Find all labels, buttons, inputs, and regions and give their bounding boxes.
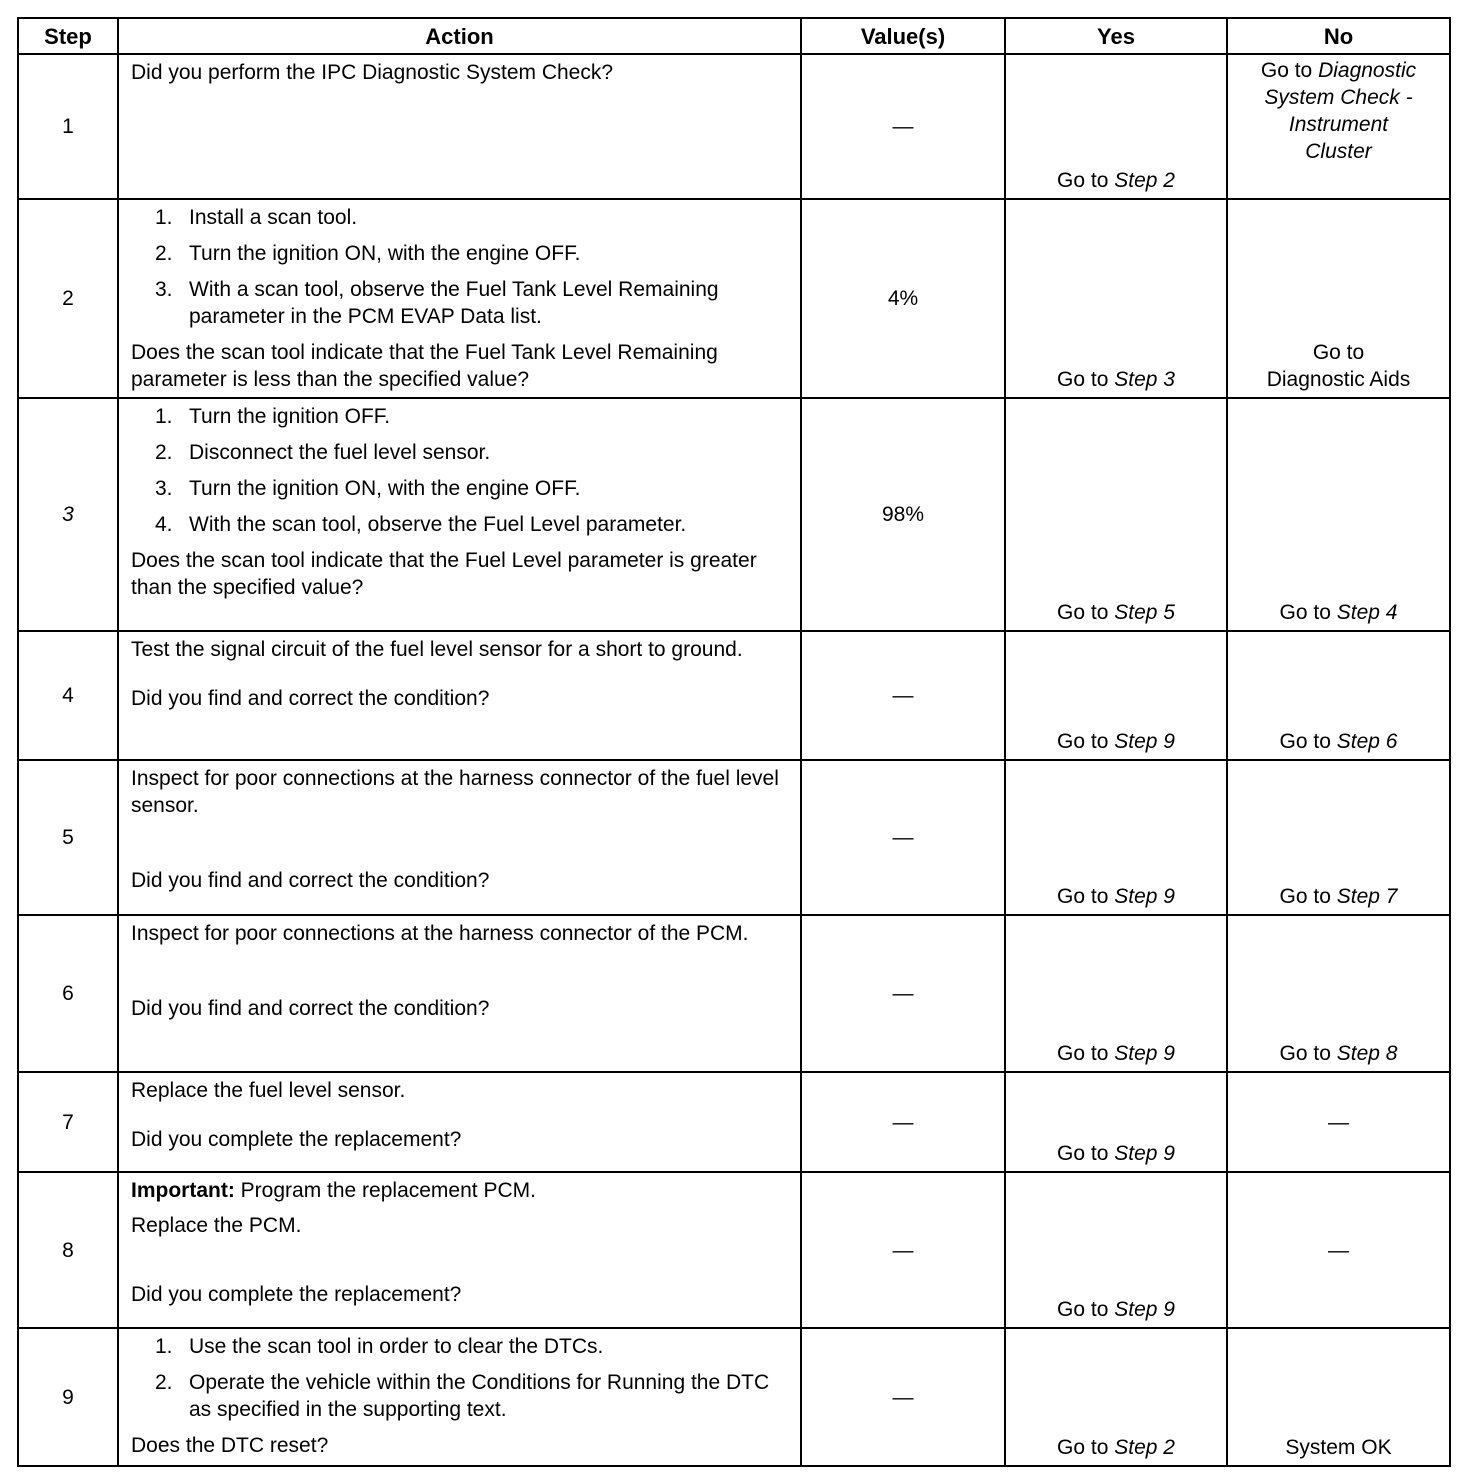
table-row: [18, 915, 1450, 1072]
yes-prefix: Go to: [1057, 1298, 1115, 1321]
important-text: Program the replacement PCM.: [234, 1179, 536, 1202]
no-cell: [1227, 54, 1450, 199]
no-cell: [1227, 199, 1450, 398]
header-row: [18, 18, 1450, 54]
yes-link: Step 2: [1114, 169, 1175, 192]
yes-link: Step 5: [1114, 601, 1175, 624]
yes-prefix: Go to: [1057, 368, 1115, 391]
header-no: No: [1227, 18, 1450, 54]
yes-prefix: Go to: [1057, 1142, 1115, 1165]
yes-link: Step 9: [1114, 1042, 1175, 1065]
value-cell: —: [801, 54, 1005, 199]
no-cell: —: [1227, 1072, 1450, 1172]
no-cell: [1227, 398, 1450, 631]
value-cell: —: [801, 1172, 1005, 1328]
table-row: [18, 631, 1450, 760]
step-number: 8: [18, 1172, 118, 1328]
question-text: Does the DTC reset?: [131, 1434, 329, 1457]
no-link: Step 8: [1336, 1042, 1398, 1065]
step-number: 3: [18, 398, 118, 631]
list-item: [131, 475, 790, 502]
action-steps-list: [131, 1333, 790, 1423]
action-text: Replace the fuel level sensor.: [131, 1079, 406, 1102]
yes-cell: [1005, 1328, 1227, 1466]
question-text: Did you complete the replacement?: [131, 1283, 462, 1306]
action-cell: [118, 760, 801, 915]
value-cell: —: [801, 1328, 1005, 1466]
action-text: Test the signal circuit of the fuel level sensor for a short to ground.: [131, 638, 743, 661]
no-prefix: Go to: [1279, 601, 1337, 624]
yes-prefix: Go to: [1057, 730, 1115, 753]
yes-prefix: Go to: [1057, 601, 1115, 624]
no-link: Diagnostic: [1318, 59, 1417, 82]
no-prefix: Go to: [1279, 1042, 1337, 1065]
action-text: Did you perform the IPC Diagnostic System Check?: [131, 61, 614, 84]
action-cell: [118, 631, 801, 760]
item-number: 3.: [155, 477, 173, 500]
no-prefix: Go to: [1279, 730, 1337, 753]
item-text: Install a scan tool.: [189, 206, 358, 229]
step-number: 1: [18, 54, 118, 199]
action-cell: [118, 915, 801, 1072]
no-cell: [1227, 915, 1450, 1072]
table-row: [18, 1328, 1450, 1466]
yes-link: Step 3: [1114, 368, 1175, 391]
list-item: [131, 276, 790, 330]
yes-cell: [1005, 54, 1227, 199]
question-text: Does the scan tool indicate that the Fuel Level parameter is greater than the specified value?: [131, 549, 757, 599]
no-prefix: Go to: [1260, 59, 1319, 82]
item-text: Turn the ignition OFF.: [189, 405, 391, 428]
step-number: 4: [18, 631, 118, 760]
table-row: [18, 54, 1450, 199]
item-number: 1.: [155, 1335, 173, 1358]
step-number: 2: [18, 199, 118, 398]
item-number: 1.: [155, 206, 173, 229]
action-cell: [118, 1072, 801, 1172]
step-number: 5: [18, 760, 118, 915]
yes-prefix: Go to: [1057, 885, 1115, 908]
item-text: With a scan tool, observe the Fuel Tank Level Remaining parameter in the PCM EVAP Data list.: [189, 278, 719, 328]
yes-link: Step 9: [1114, 885, 1175, 908]
yes-cell: [1005, 915, 1227, 1072]
step-number: 7: [18, 1072, 118, 1172]
header-values: Value(s): [801, 18, 1005, 54]
list-item: [131, 204, 790, 231]
yes-link: Step 9: [1114, 730, 1175, 753]
header-yes: Yes: [1005, 18, 1227, 54]
list-item: [131, 403, 790, 430]
no-cell: —: [1227, 1172, 1450, 1328]
action-cell: [118, 199, 801, 398]
no-link: Cluster: [1305, 140, 1372, 163]
no-cell: [1227, 631, 1450, 760]
action-cell: [118, 1328, 801, 1466]
value-cell: —: [801, 760, 1005, 915]
yes-prefix: Go to: [1057, 1042, 1115, 1065]
item-text: Disconnect the fuel level sensor.: [189, 441, 491, 464]
action-steps-list: [131, 403, 790, 538]
table-row: [18, 199, 1450, 398]
value-cell: —: [801, 915, 1005, 1072]
action-text: Inspect for poor connections at the harness connector of the PCM.: [131, 922, 749, 945]
table-row: [18, 398, 1450, 631]
list-item: [131, 1333, 790, 1360]
item-text: Operate the vehicle within the Conditions for Running the DTC as specified in the supporting text.: [189, 1371, 770, 1421]
yes-cell: [1005, 631, 1227, 760]
value-cell: 98%: [801, 398, 1005, 631]
no-link: Step 4: [1336, 601, 1398, 624]
yes-link: Step 2: [1114, 1436, 1175, 1459]
no-link: Step 6: [1336, 730, 1398, 753]
no-cell: [1227, 760, 1450, 915]
no-text: Diagnostic Aids: [1266, 368, 1411, 391]
list-item: [131, 1369, 790, 1423]
item-text: Turn the ignition ON, with the engine OFF.: [189, 242, 581, 265]
no-link: Step 7: [1336, 885, 1398, 908]
no-link: Instrument: [1288, 113, 1389, 136]
step-number: 6: [18, 915, 118, 1072]
step-number: 9: [18, 1328, 118, 1466]
list-item: [131, 511, 790, 538]
table-row: [18, 760, 1450, 915]
question-text: Did you find and correct the condition?: [131, 997, 490, 1020]
yes-cell: [1005, 1072, 1227, 1172]
item-number: 1.: [155, 405, 173, 428]
header-step: Step: [18, 18, 118, 54]
action-text: Replace the PCM.: [131, 1214, 302, 1237]
important-note: [131, 1177, 790, 1204]
item-number: 4.: [155, 513, 173, 536]
important-label: Important:: [131, 1179, 235, 1202]
list-item: [131, 439, 790, 466]
yes-cell: [1005, 398, 1227, 631]
item-text: Use the scan tool in order to clear the DTCs.: [189, 1335, 604, 1358]
yes-cell: [1005, 199, 1227, 398]
no-link: System Check -: [1264, 86, 1413, 109]
yes-prefix: Go to: [1057, 1436, 1115, 1459]
diagnostic-table: [17, 17, 1451, 1467]
yes-link: Step 9: [1114, 1298, 1175, 1321]
action-cell: [118, 1172, 801, 1328]
no-text: Go to: [1312, 341, 1365, 364]
question-text: Did you find and correct the condition?: [131, 687, 490, 710]
item-number: 3.: [155, 278, 173, 301]
table-row: [18, 1072, 1450, 1172]
list-item: [131, 240, 790, 267]
action-text: Inspect for poor connections at the harness connector of the fuel level sensor.: [131, 767, 779, 817]
no-cell: System OK: [1227, 1328, 1450, 1466]
item-number: 2.: [155, 242, 173, 265]
question-text: Did you find and correct the condition?: [131, 869, 490, 892]
item-text: Turn the ignition ON, with the engine OFF.: [189, 477, 581, 500]
item-number: 2.: [155, 1371, 173, 1394]
question-text: Does the scan tool indicate that the Fuel Tank Level Remaining parameter is less than the specified value?: [131, 341, 718, 391]
item-number: 2.: [155, 441, 173, 464]
table-row: [18, 1172, 1450, 1328]
yes-prefix: Go to: [1057, 169, 1115, 192]
question-text: Did you complete the replacement?: [131, 1128, 462, 1151]
value-cell: 4%: [801, 199, 1005, 398]
value-cell: —: [801, 1072, 1005, 1172]
value-cell: —: [801, 631, 1005, 760]
no-prefix: Go to: [1279, 885, 1337, 908]
action-cell: [118, 398, 801, 631]
action-cell: [118, 54, 801, 199]
item-text: With the scan tool, observe the Fuel Level parameter.: [189, 513, 687, 536]
yes-link: Step 9: [1114, 1142, 1175, 1165]
yes-cell: [1005, 1172, 1227, 1328]
header-action: Action: [118, 18, 801, 54]
yes-cell: [1005, 760, 1227, 915]
action-steps-list: [131, 204, 790, 330]
